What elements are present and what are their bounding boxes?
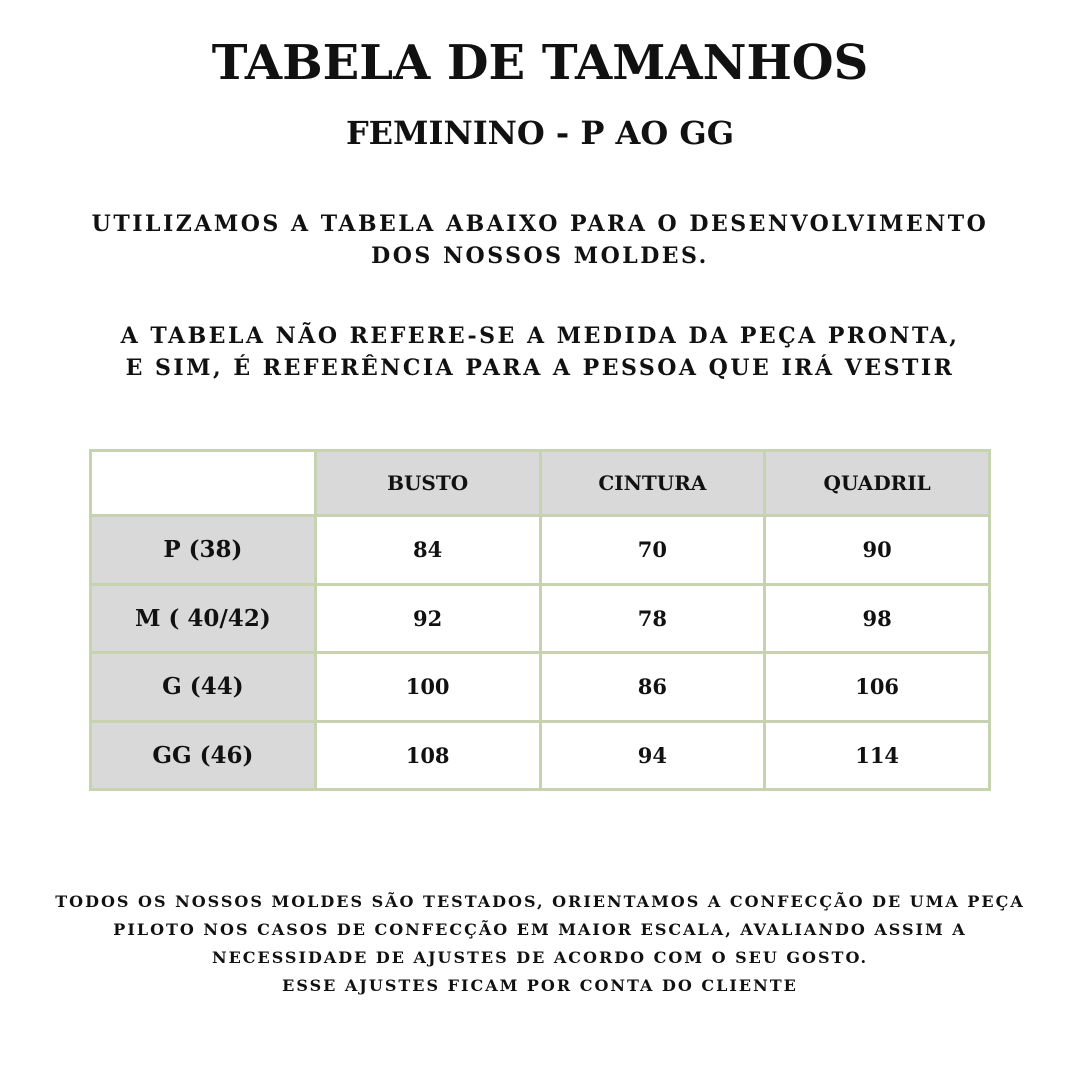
intro-line: A TABELA NÃO REFERE-SE A MEDIDA DA PEÇA PRONTA, bbox=[120, 323, 960, 349]
quadril-value: 90 bbox=[765, 516, 990, 585]
footer-note bbox=[0, 888, 1080, 1000]
busto-value: 84 bbox=[315, 516, 540, 585]
intro-line: DOS NOSSOS MOLDES. bbox=[371, 243, 709, 269]
cintura-value: 86 bbox=[540, 653, 765, 722]
table-row bbox=[91, 653, 990, 722]
cintura-value: 94 bbox=[540, 721, 765, 790]
column-header-cintura: CINTURA bbox=[540, 451, 765, 516]
page-subtitle: FEMININO - P AO GG bbox=[345, 114, 735, 152]
table-row bbox=[91, 516, 990, 585]
footer-line: PILOTO NOS CASOS DE CONFECÇÃO EM MAIOR ESCALA, AVALIANDO ASSIM A bbox=[113, 920, 967, 939]
intro-paragraph-1 bbox=[0, 208, 1080, 272]
size-label: M ( 40/42) bbox=[91, 584, 316, 653]
size-label: G (44) bbox=[91, 653, 316, 722]
size-chart-table bbox=[89, 449, 991, 791]
page-title: TABELA DE TAMANHOS bbox=[211, 35, 869, 91]
intro-line: E SIM, É REFERÊNCIA PARA A PESSOA QUE IRÁ VESTIR bbox=[125, 355, 955, 381]
intro-paragraph-2 bbox=[0, 320, 1080, 384]
table-row bbox=[91, 721, 990, 790]
table-row bbox=[91, 584, 990, 653]
size-label: P (38) bbox=[91, 516, 316, 585]
footer-line: NECESSIDADE DE AJUSTES DE ACORDO COM O SEU GOSTO. bbox=[211, 948, 869, 967]
footer-line: TODOS OS NOSSOS MOLDES SÃO TESTADOS, ORIENTAMOS A CONFECÇÃO DE UMA PEÇA bbox=[55, 892, 1025, 911]
column-header-busto: BUSTO bbox=[315, 451, 540, 516]
table-corner-cell bbox=[91, 451, 316, 516]
table-header-row bbox=[91, 451, 990, 516]
quadril-value: 98 bbox=[765, 584, 990, 653]
busto-value: 100 bbox=[315, 653, 540, 722]
column-header-quadril: QUADRIL bbox=[765, 451, 990, 516]
quadril-value: 106 bbox=[765, 653, 990, 722]
quadril-value: 114 bbox=[765, 721, 990, 790]
cintura-value: 70 bbox=[540, 516, 765, 585]
size-label: GG (46) bbox=[91, 721, 316, 790]
busto-value: 92 bbox=[315, 584, 540, 653]
footer-line: ESSE AJUSTES FICAM POR CONTA DO CLIENTE bbox=[282, 976, 798, 995]
intro-line: UTILIZAMOS A TABELA ABAIXO PARA O DESENVOLVIMENTO bbox=[91, 211, 989, 237]
cintura-value: 78 bbox=[540, 584, 765, 653]
busto-value: 108 bbox=[315, 721, 540, 790]
